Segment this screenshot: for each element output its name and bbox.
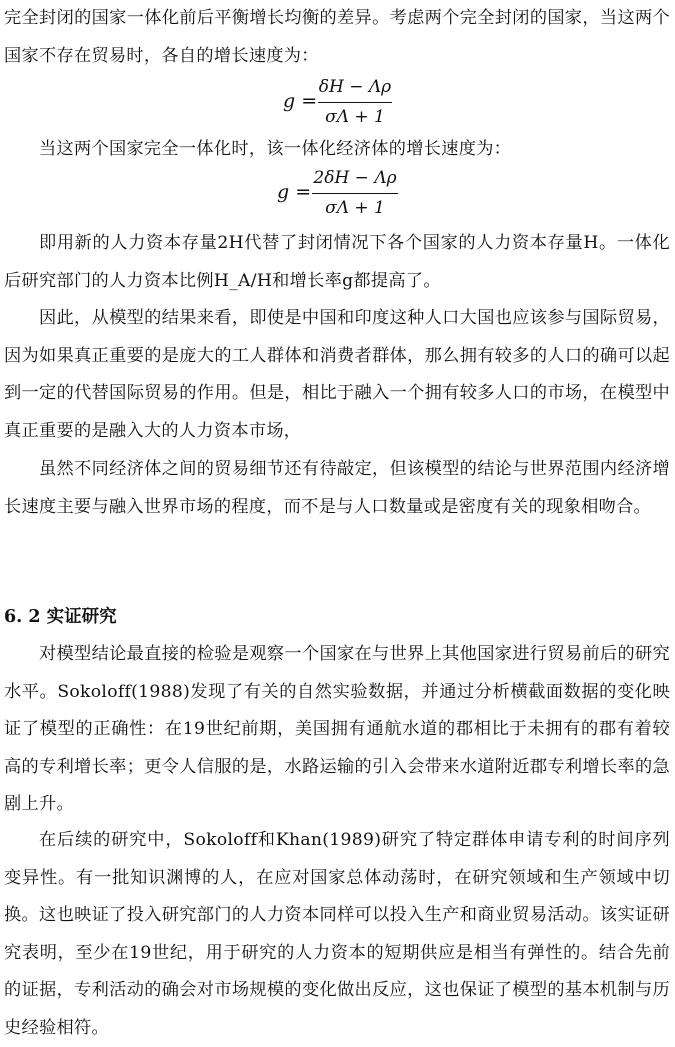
paragraph-integrated: 当这两个国家完全一体化时，该一体化经济体的增长速度为：: [39, 139, 512, 159]
paragraph-explanation: 即用新的人力资本存量2H代替了封闭情况下各个国家的人力资本存量H。一体化后研究部门的人力资本比例H_A/H和增长率g都提高了。: [4, 233, 670, 291]
formula-lhs: g =: [283, 90, 318, 112]
formula-lhs: g =: [277, 181, 312, 203]
formula-integrated-growth: [0, 165, 675, 225]
paragraph-consistency: 虽然不同经济体之间的贸易细节还有待敲定，但该模型的结论与世界范围内经济增长速度主要与融入世界市场的程度，而不是与人口数量或是密度有关的现象相吻合。: [4, 459, 670, 517]
fraction-bar: [312, 193, 398, 194]
section-heading: 6. 2 实证研究: [4, 607, 117, 627]
paragraph-empirical-1: 对模型结论最直接的检验是观察一个国家在与世界上其他国家进行贸易前后的研究水平。Sokoloff(1988)发现了有关的自然实验数据，并通过分析横截面数据的变化映证了模型的正确性：在19世纪前期，美国拥有通航水道的郡相比于未拥有的郡有着较高的专利增长率；更令人信服的是，水路运输的引入会带来水道附近郡专利增长率的急剧上升。: [4, 644, 670, 814]
fraction-bar: [318, 102, 392, 103]
paragraph-conclusion: 因此，从模型的结果来看，即使是中国和印度这种人口大国也应该参与国际贸易，因为如果真正重要的是庞大的工人群体和消费者群体，那么拥有较多的人口的确可以起到一定的代替国际贸易的作用。但是，相比于融入一个拥有较多人口的市场，在模型中真正重要的是融入大的人力资本市场，: [4, 308, 670, 441]
paragraph-intro: 完全封闭的国家一体化前后平衡增长均衡的差异。考虑两个完全封闭的国家，当这两个国家不存在贸易时，各自的增长速度为：: [4, 8, 670, 66]
formula-fraction: [312, 165, 398, 222]
formula-denominator: σΛ + 1: [325, 198, 385, 219]
formula-numerator: 2δH − Λρ: [313, 168, 397, 188]
formula-closed-growth: [0, 74, 675, 134]
paragraph-empirical-2: 在后续的研究中，Sokoloff和Khan(1989)研究了特定群体申请专利的时间序列变异性。有一批知识渊博的人，在应对国家总体动荡时，在研究领域和生产领域中切换。这也映证了投入研究部门的人力资本同样可以投入生产和商业贸易活动。该实证研究表明，至少在19世纪，用于研究的人力资本的短期供应是相当有弹性的。结合先前的证据，专利活动的确会对市场规模的变化做出反应，这也保证了模型的基本机制与历史经验相符。: [4, 830, 670, 1038]
formula-denominator: σΛ + 1: [325, 107, 385, 128]
formula-fraction: [318, 74, 392, 131]
formula-numerator: δH − Λρ: [318, 77, 392, 97]
